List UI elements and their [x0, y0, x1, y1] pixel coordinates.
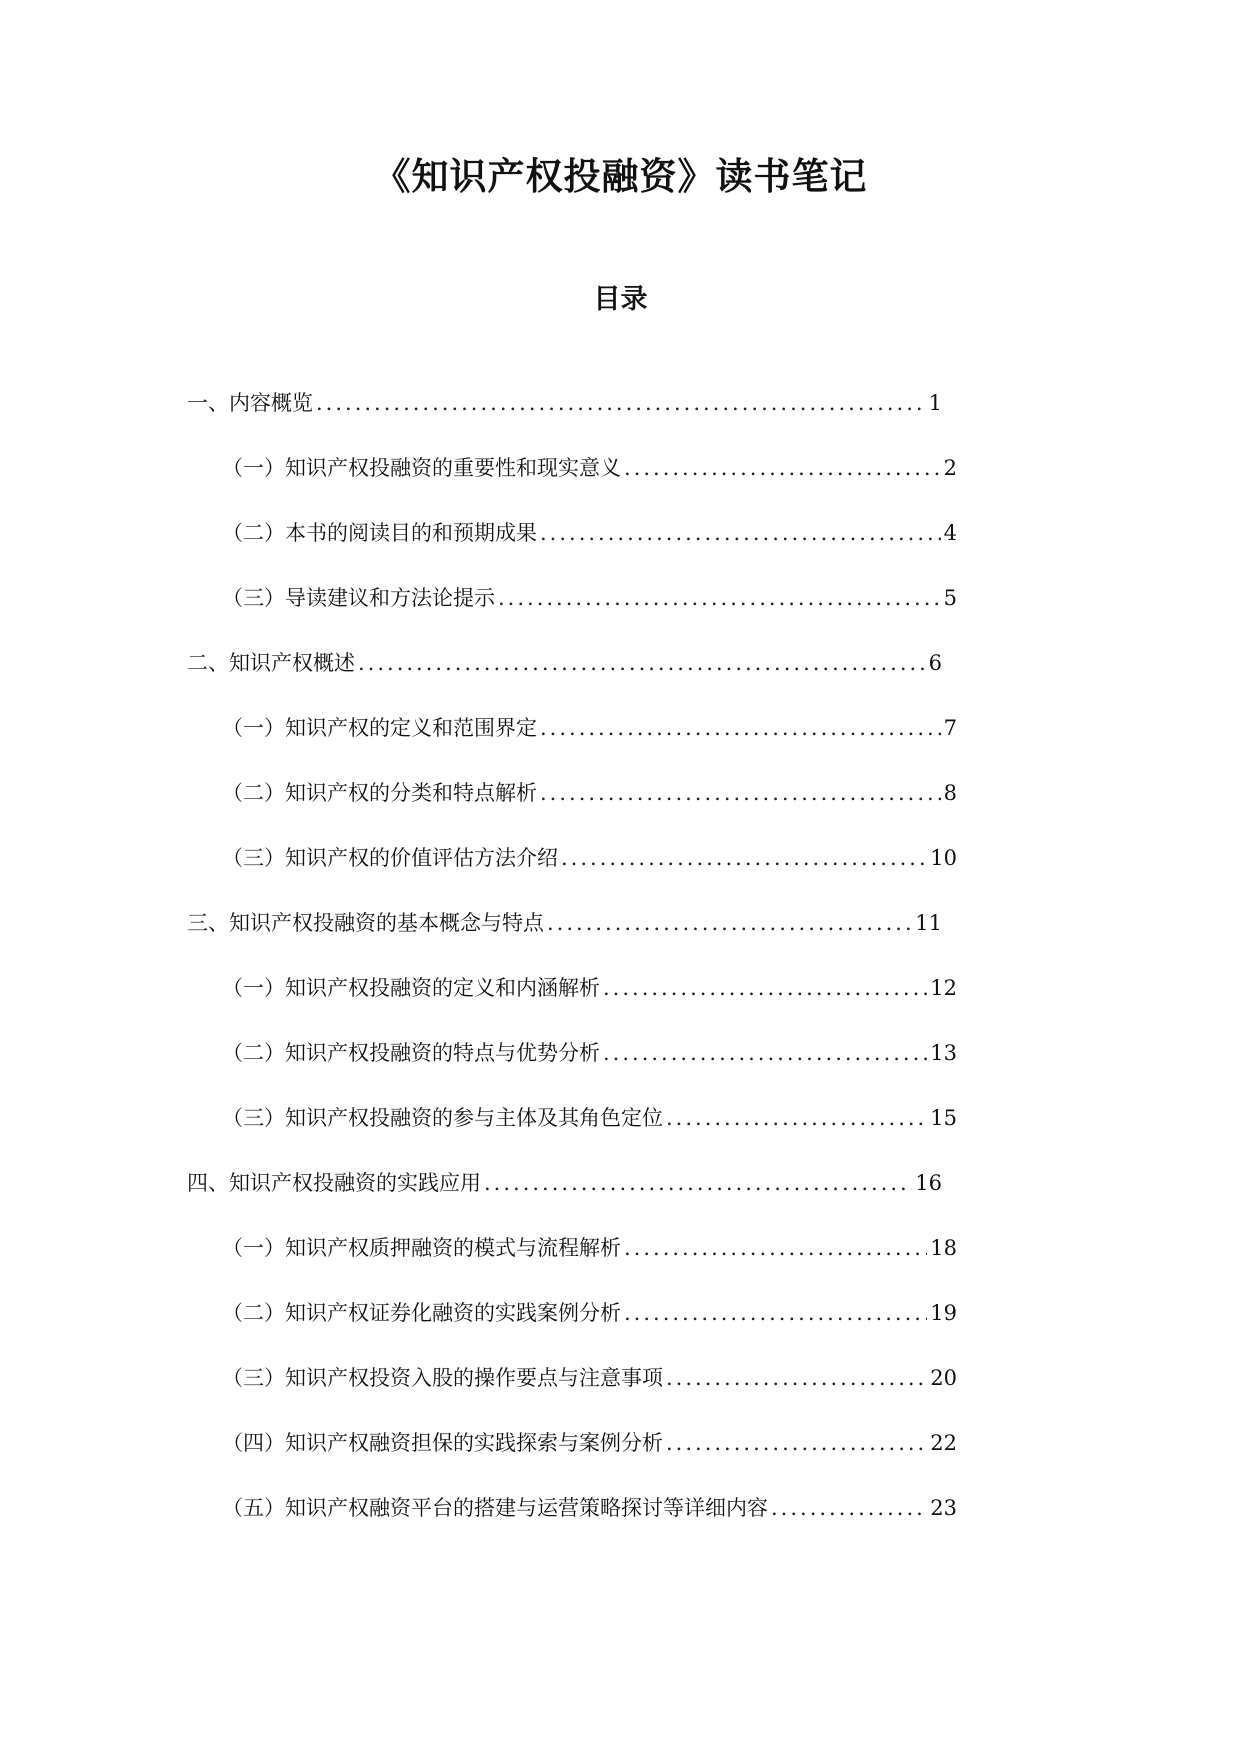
- toc-entry-text: （一）知识产权投融资的重要性和现实意义: [222, 456, 621, 480]
- toc-page-number: 13: [930, 1041, 957, 1065]
- toc-entry[interactable]: [222, 1426, 957, 1460]
- document-title: 《知识产权投融资》读书笔记: [373, 154, 868, 198]
- toc-entry-text: （三）导读建议和方法论提示: [222, 586, 495, 610]
- toc-page-number: 5: [943, 586, 957, 610]
- toc-entry[interactable]: [222, 841, 957, 875]
- toc-entry[interactable]: [187, 906, 942, 940]
- toc-page-number: 2: [943, 456, 957, 480]
- toc-entry-text: （三）知识产权的价值评估方法介绍: [222, 846, 558, 870]
- toc-entry[interactable]: [222, 711, 957, 745]
- toc-dot-leader: [547, 906, 912, 940]
- toc-entry-text: （一）知识产权质押融资的模式与流程解析: [222, 1236, 621, 1260]
- toc-dot-leader: [498, 581, 941, 615]
- toc-page-number: 11: [915, 911, 942, 935]
- toc-page-number: 1: [928, 391, 942, 415]
- toc-dot-leader: [666, 1361, 927, 1395]
- toc-entry[interactable]: [187, 1166, 942, 1200]
- toc-entry-text: （二）知识产权证券化融资的实践案例分析: [222, 1301, 621, 1325]
- toc-entry[interactable]: [222, 1361, 957, 1395]
- toc-page-number: 22: [930, 1431, 957, 1455]
- toc-heading: 目录: [593, 284, 648, 315]
- toc-entry[interactable]: [222, 1491, 957, 1525]
- toc-page-number: 20: [930, 1366, 957, 1390]
- toc-entry-text: （二）知识产权的分类和特点解析: [222, 781, 537, 805]
- toc-entry-text: 三、知识产权投融资的基本概念与特点: [187, 911, 544, 935]
- toc-entry[interactable]: [222, 581, 957, 615]
- toc-dot-leader: [624, 1296, 927, 1330]
- toc-dot-leader: [666, 1426, 927, 1460]
- toc-dot-leader: [561, 841, 927, 875]
- toc-dot-leader: [358, 646, 926, 680]
- toc-page-number: 18: [930, 1236, 957, 1260]
- toc-entry[interactable]: [187, 386, 942, 420]
- toc-dot-leader: [484, 1166, 912, 1200]
- toc-page-number: 7: [943, 716, 957, 740]
- toc-entry-text: （二）知识产权投融资的特点与优势分析: [222, 1041, 600, 1065]
- toc-entry-text: （三）知识产权投资入股的操作要点与注意事项: [222, 1366, 663, 1390]
- toc-entry-text: （五）知识产权融资平台的搭建与运营策略探讨等详细内容: [222, 1496, 768, 1520]
- toc-dot-leader: [316, 386, 926, 420]
- toc-entry[interactable]: [187, 646, 942, 680]
- toc-page-number: 8: [943, 781, 957, 805]
- toc-entry-text: 一、内容概览: [187, 391, 313, 415]
- toc-dot-leader: [771, 1491, 927, 1525]
- toc-page-number: 6: [928, 651, 942, 675]
- toc-dot-leader: [540, 776, 941, 810]
- toc-entry[interactable]: [222, 971, 957, 1005]
- toc-dot-leader: [666, 1101, 927, 1135]
- toc-page-number: 19: [930, 1301, 957, 1325]
- toc-entry[interactable]: [222, 1036, 957, 1070]
- toc-dot-leader: [603, 1036, 927, 1070]
- toc-entry[interactable]: [222, 1231, 957, 1265]
- toc-page-number: 16: [915, 1171, 942, 1195]
- toc-entry[interactable]: [222, 776, 957, 810]
- toc-page-number: 4: [943, 521, 957, 545]
- toc-entry-text: 四、知识产权投融资的实践应用: [187, 1171, 481, 1195]
- toc-entry-text: 二、知识产权概述: [187, 651, 355, 675]
- toc-entry-text: （三）知识产权投融资的参与主体及其角色定位: [222, 1106, 663, 1130]
- toc-dot-leader: [624, 451, 941, 485]
- toc-page-number: 12: [930, 976, 957, 1000]
- toc-page-number: 23: [930, 1496, 957, 1520]
- toc-page-number: 10: [930, 846, 957, 870]
- toc-entry-text: （一）知识产权投融资的定义和内涵解析: [222, 976, 600, 1000]
- toc-entry-text: （四）知识产权融资担保的实践探索与案例分析: [222, 1431, 663, 1455]
- toc-entry[interactable]: [222, 1101, 957, 1135]
- toc-page-number: 15: [930, 1106, 957, 1130]
- toc-entry[interactable]: [222, 516, 957, 550]
- toc-dot-leader: [603, 971, 927, 1005]
- toc-entry-text: （一）知识产权的定义和范围界定: [222, 716, 537, 740]
- toc-entry[interactable]: [222, 451, 957, 485]
- toc-entry[interactable]: [222, 1296, 957, 1330]
- toc-dot-leader: [624, 1231, 927, 1265]
- toc-entry-text: （二）本书的阅读目的和预期成果: [222, 521, 537, 545]
- toc-dot-leader: [540, 711, 941, 745]
- toc-dot-leader: [540, 516, 941, 550]
